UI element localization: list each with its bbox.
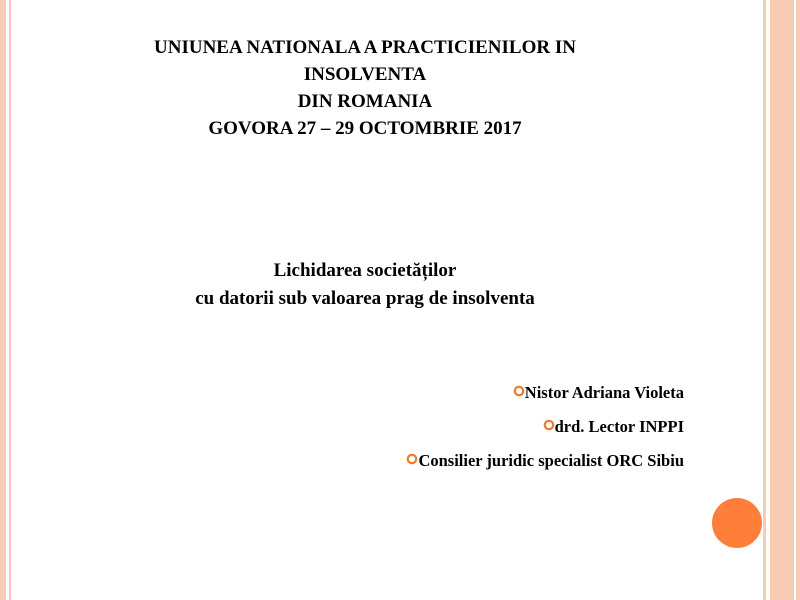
ring-bullet-icon <box>406 453 418 465</box>
right-stripe-wide <box>770 0 794 600</box>
title-line: UNIUNEA NATIONALA A PRACTICIENILOR IN <box>154 37 576 58</box>
bullet-text: Nistor Adriana Violeta <box>524 383 684 402</box>
title-line: DIN ROMANIA <box>297 91 433 112</box>
ring-bullet-icon <box>513 385 525 397</box>
author-bullet-list <box>406 383 684 485</box>
list-item <box>406 383 684 417</box>
right-stripe-edge <box>796 0 800 600</box>
title-line: INSOLVENTA <box>303 64 427 85</box>
left-stripe <box>0 0 6 600</box>
presentation-subject <box>100 257 630 313</box>
subject-line: Lichidarea societăților <box>273 260 457 281</box>
organization-title <box>90 34 640 142</box>
right-stripe-thin <box>763 0 766 600</box>
bullet-text: Consilier juridic specialist ORC Sibiu <box>418 451 684 470</box>
subject-line: cu datorii sub valoarea prag de insolventa <box>195 288 535 309</box>
list-item <box>406 451 684 485</box>
title-line: GOVORA 27 – 29 OCTOMBRIE 2017 <box>208 118 522 139</box>
bullet-text: drd. Lector INPPI <box>554 417 684 436</box>
left-stripe-thin <box>9 0 11 600</box>
ring-bullet-icon <box>543 419 555 431</box>
list-item <box>406 417 684 451</box>
decorative-orange-circle <box>712 498 762 548</box>
